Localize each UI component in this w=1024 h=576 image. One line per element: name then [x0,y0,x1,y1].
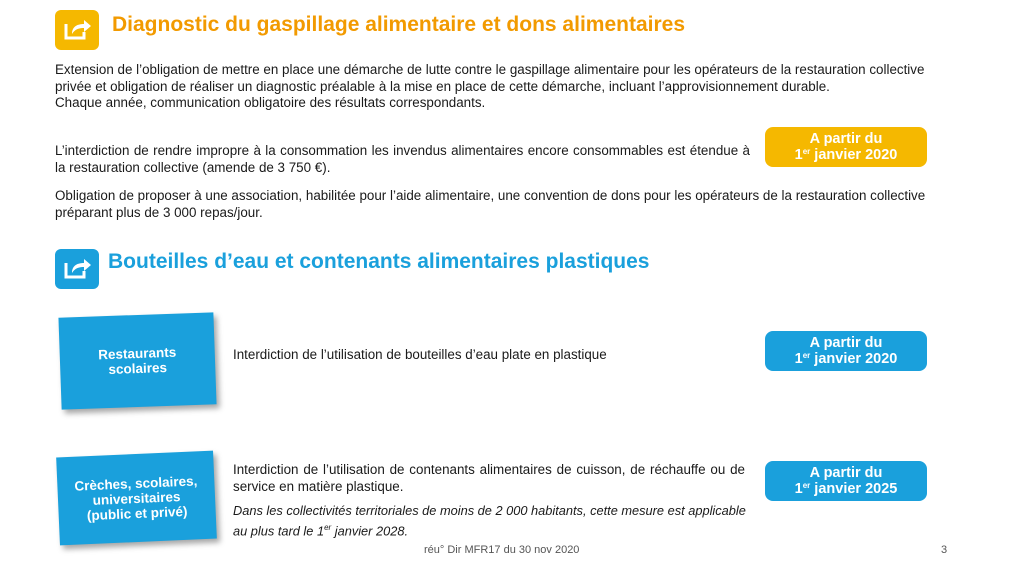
badge-rest: janvier 2020 [810,351,898,367]
tag-line1: Crèches, scolaires, [74,472,198,494]
row2-note [233,503,748,539]
section1-para3: Obligation de proposer à une association, habilitée pour l’aide alimentaire, une convention de dons pour les opérateurs de la restauration collective préparant plus de 3 000 repas/jour. [55,188,926,220]
badge-rest: janvier 2025 [810,481,898,497]
section1-para1b-text: Chaque année, communication obligatoire des résultats correspondants. [55,95,486,110]
section1-para2: L’interdiction de rendre impropre à la consommation les invendus alimentaires encore consommables est étendue à la restauration collective (amende de 3 750 €). [55,143,750,175]
note-sup: er [324,522,332,532]
share-arrow-glyph [62,255,92,283]
badge-line2 [765,351,927,367]
badge-line1: A partir du [809,131,883,147]
date-badge-2025 [765,461,927,501]
badge-day: 1 [794,147,803,163]
share-arrow-icon [55,249,99,289]
footer-text: réu° Dir MFR17 du 30 nov 2020 [424,544,580,556]
badge-rest: janvier 2020 [810,147,898,163]
badge-day: 1 [794,351,803,367]
badge-sup: er [802,351,811,360]
note-text-a: Dans les collectivités territoriales de moins de 2 000 habitants, cette mesure est applicable au plus tard le 1 [233,503,746,538]
date-badge-2020-blue [765,331,927,371]
badge-day: 1 [794,481,803,497]
badge-sup: er [802,481,811,490]
date-badge-2020 [765,127,927,167]
badge-line1: A partir du [809,465,883,481]
section2-title: Bouteilles d’eau et contenants alimentaires plastiques [108,250,650,273]
badge-line1: A partir du [809,335,883,351]
page-number: 3 [941,544,948,556]
section1-para1 [55,62,950,112]
tag-line3: (public et privé) [86,503,188,523]
section1-title: Diagnostic du gaspillage alimentaire et dons alimentaires [112,13,685,36]
badge-line2 [765,481,927,497]
row1-text: Interdiction de l’utilisation de bouteilles d’eau plate en plastique [233,347,607,362]
row2-text: Interdiction de l’utilisation de contenants alimentaires de cuisson, de réchauffe ou de service en matière plastique. [233,462,745,494]
badge-line2 [765,147,927,163]
tag-line1: Restaurants [97,344,177,363]
tag-line2: scolaires [108,359,168,378]
tag-creches-scolaires [56,451,217,546]
tag-restaurants-scolaires [58,312,216,409]
tag-line2: universitaires [92,488,181,508]
share-arrow-glyph [62,16,92,44]
note-text-b: janvier 2028. [331,522,409,538]
section1-para1-text: Extension de l’obligation de mettre en place une démarche de lutte contre le gaspillage alimentaire pour les opérateurs de la restauration collective privée et obligation de réaliser un diagnostic préalable à la mise en place de cette démarche, incluant l’approvisionnement durable. [55,62,925,94]
badge-sup: er [802,147,811,156]
share-arrow-icon [55,10,99,50]
